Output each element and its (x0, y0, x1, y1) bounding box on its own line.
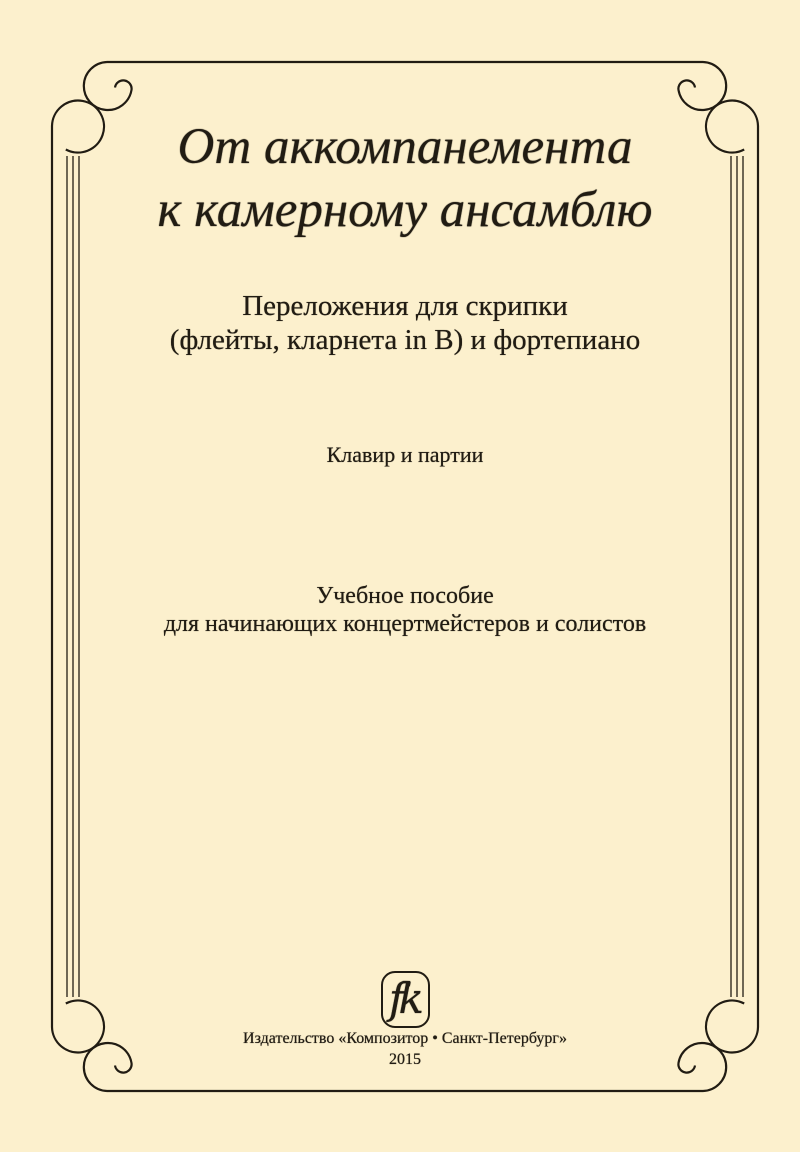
book-subtitle-line-2: (флейты, кларнета in B) и фортепиано (169, 324, 641, 356)
audience-note-line-1: Учебное пособие (316, 583, 494, 609)
audience-note-line-2: для начинающих концертмейстеров и солистов (163, 611, 647, 637)
audience-note (0, 582, 800, 638)
publisher-logo (381, 971, 430, 1028)
publisher-imprint: Издательство «Композитор • Санкт-Петербург» (243, 1030, 567, 1047)
book-title (0, 116, 800, 242)
book-subtitle (0, 289, 800, 357)
edition-note: Клавир и партии (326, 442, 484, 467)
publication-year: 2015 (389, 1051, 421, 1068)
book-title-line-1: От аккомпанемента (177, 119, 633, 175)
publisher-logo-fk-monogram: fk (388, 974, 419, 1023)
book-title-line-2: к камерному ансамблю (157, 182, 653, 238)
book-subtitle-line-1: Переложения для скрипки (242, 290, 568, 322)
